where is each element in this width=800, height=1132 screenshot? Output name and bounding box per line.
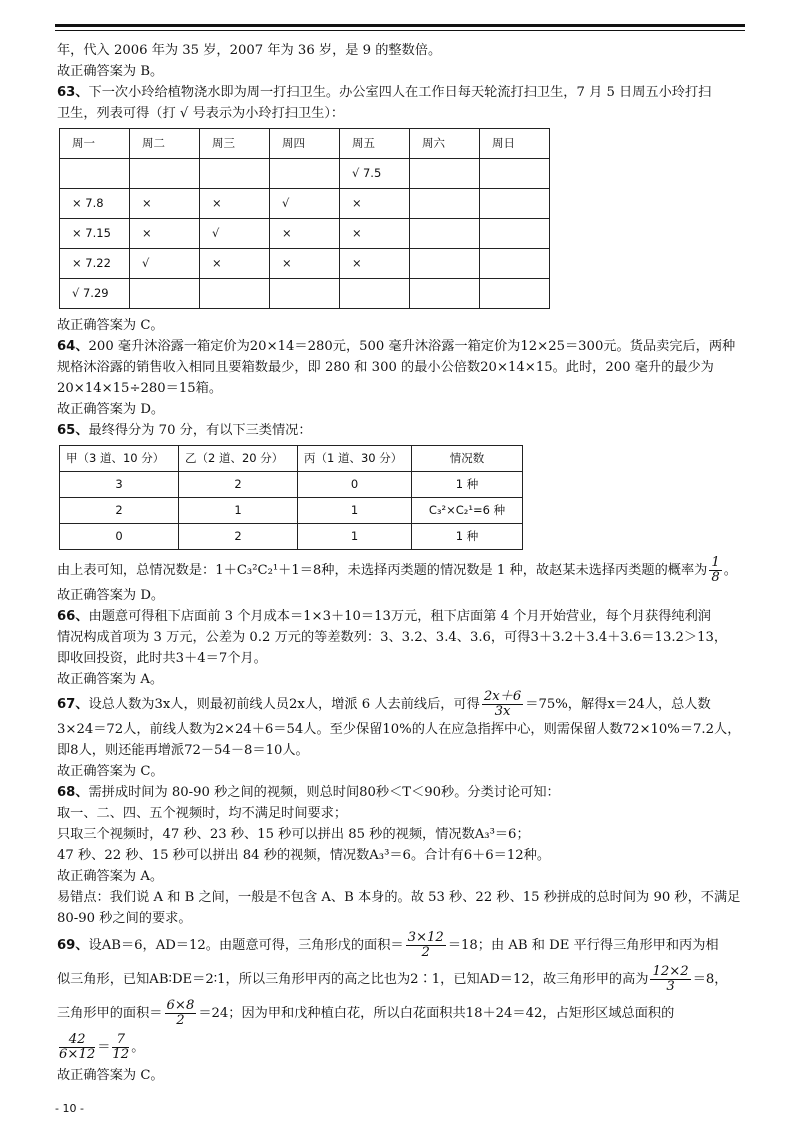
q64-line-2: 规格沐浴露的销售收入相同且要箱数最少，即 280 和 300 的最小公倍数20×14×15。此时，200 毫升的最少为 (57, 360, 714, 375)
q69-fraction-2 (650, 965, 690, 994)
table-header-cell: 甲（3 道、10 分） (60, 446, 179, 472)
table-cell: × (200, 249, 270, 279)
q67-line-3: 即8人，则还能再增派72－54－8＝10人。 (57, 743, 309, 758)
table-cell: × (270, 249, 340, 279)
q69-fraction-5 (112, 1033, 129, 1062)
table-cell: × (340, 249, 410, 279)
fraction-denominator: 8 (711, 570, 720, 585)
q63-text1: 下一次小玲给植物浇水即为周一打扫卫生。办公室四人在工作日每天轮流打扫卫生，7 月 5 日周五小玲打扫 (88, 85, 712, 100)
q69-line1a: 设AB＝6，AD＝12。由题意可得，三角形戊的面积＝ (88, 938, 404, 953)
table-cell: 1 (298, 524, 412, 550)
table-cell (270, 279, 340, 309)
table-row (60, 249, 550, 279)
fraction-denominator: 3 (666, 979, 675, 994)
table-cell: 1 种 (412, 524, 523, 550)
table-cell: × 7.22 (60, 249, 130, 279)
table-header-cell: 丙（1 道、30 分） (298, 446, 412, 472)
q68-line-4: 47 秒、22 秒、15 秒可以拼出 84 秒的视频，情况数A₃³＝6。合计有6＋6＝12种。 (57, 848, 551, 863)
table-cell: √ 7.5 (340, 159, 410, 189)
document-body (57, 40, 747, 1086)
table-cell (410, 249, 480, 279)
table-header-row (60, 446, 523, 472)
q65-line-1 (57, 420, 747, 441)
table-cell (410, 219, 480, 249)
intro-answer: 故正确答案为 B。 (57, 64, 164, 79)
q68-note-1: 易错点：我们说 A 和 B 之间，一般是不包含 A、B 本身的。故 53 秒、22 秒、15 秒拼成的总时间为 90 秒，不满足 (57, 890, 741, 905)
q67-line1a: 设总人数为3x人，则最初前线人员2x人，增派 6 人去前线后，可得 (88, 697, 480, 712)
table-header-cell: 周六 (410, 129, 480, 159)
q69-line-2 (57, 963, 747, 997)
table-header-cell: 周四 (270, 129, 340, 159)
q68-number: 68、 (57, 785, 89, 800)
q67-line1b: ＝75%，解得x＝24人，总人数 (525, 697, 711, 712)
table-cell: √ (270, 189, 340, 219)
table-header-cell: 情况数 (412, 446, 523, 472)
table-cell: 3 (60, 472, 179, 498)
q67-fraction (482, 690, 523, 719)
q66-number: 66、 (57, 609, 89, 624)
table-row (60, 219, 550, 249)
table-cell (480, 249, 550, 279)
q64-answer: 故正确答案为 D。 (57, 402, 165, 417)
table-header-row (60, 129, 550, 159)
table-cell: × 7.8 (60, 189, 130, 219)
table-cell (480, 279, 550, 309)
table-cell (130, 279, 200, 309)
table-cell (410, 159, 480, 189)
q65-conclusion: 由上表可知，总情况数是：1＋C₃²C₂¹＋1＝8种，未选择丙类题的情况数是 1 种，故赵某未选择丙类题的概率为 $\frac{1}{8}$ 。 (57, 555, 737, 585)
q69-answer: 故正确答案为 C。 (57, 1068, 164, 1083)
q65-text: 最终得分为 70 分，有以下三类情况： (88, 423, 312, 438)
table-row (60, 279, 550, 309)
fraction-denominator: 2 (176, 1013, 185, 1028)
fraction-denominator: 6×12 (59, 1047, 96, 1062)
q65-probability-fraction (709, 556, 721, 585)
table-cell (410, 189, 480, 219)
q69-line3a: 三角形甲的面积＝ (57, 1006, 163, 1021)
table-cell (480, 189, 550, 219)
table-cell: 1 (298, 498, 412, 524)
table-row (60, 189, 550, 219)
q66-answer: 故正确答案为 A。 (57, 672, 164, 687)
table-cell: 1 种 (412, 472, 523, 498)
q68-line-2: 取一、二、四、五个视频时，均不满足时间要求； (57, 806, 348, 821)
q63-text-line-1 (57, 82, 747, 103)
q65-cases-table (59, 445, 523, 550)
fraction-numerator: 7 (112, 1033, 129, 1048)
table-cell (270, 159, 340, 189)
table-cell: × (200, 189, 270, 219)
q69-line-1 (57, 929, 747, 963)
table-cell: 0 (298, 472, 412, 498)
table-cell: 1 (179, 498, 298, 524)
fraction-denominator: 3x (494, 704, 511, 719)
table-cell: 2 (179, 524, 298, 550)
table-header-cell: 周五 (340, 129, 410, 159)
q67-line-1 (57, 690, 747, 719)
q66-line1-text: 由题意可得租下店面前 3 个月成本＝1×3＋10＝13万元，租下店面第 4 个月开始营业，每个月获得纯利润 (88, 609, 711, 624)
q69-line4b: ＝ (97, 1040, 111, 1055)
table-cell: √ (130, 249, 200, 279)
q69-line-3 (57, 997, 747, 1031)
fraction-numerator: 2x＋6 (483, 689, 522, 704)
q63-answer: 故正确答案为 C。 (57, 318, 164, 333)
q68-line-3: 只取三个视频时，47 秒、23 秒、15 秒可以拼出 85 秒的视频，情况数A₃³＝6； (57, 827, 530, 842)
q69-line3b: ＝24；因为甲和戊种植白花，所以白花面积共18＋24＝42，占矩形区域总面积的 (198, 1006, 675, 1021)
table-cell (60, 159, 130, 189)
table-row (60, 524, 523, 550)
table-cell: √ 7.29 (60, 279, 130, 309)
fraction-numerator: 42 (59, 1033, 95, 1048)
fraction-numerator: 3×12 (407, 930, 444, 945)
q69-line2b: ＝8， (692, 972, 728, 987)
table-cell (340, 279, 410, 309)
q68-note-2: 80-90 秒之间的要求。 (57, 911, 192, 926)
table-cell (480, 219, 550, 249)
q66-line-3: 即收回投资，此时共3＋4＝7个月。 (57, 651, 267, 666)
table-cell: C₃²×C₂¹=6 种 (412, 498, 523, 524)
table-cell (480, 159, 550, 189)
q69-number: 69、 (57, 938, 89, 953)
q65-answer: 故正确答案为 D。 (57, 588, 165, 603)
q69-line1b: ＝18；由 AB 和 DE 平行得三角形甲和丙为相 (447, 938, 719, 953)
q66-line-1 (57, 606, 747, 627)
q64-number: 64、 (57, 339, 89, 354)
intro-line-1: 年，代入 2006 年为 35 岁，2007 年为 36 岁，是 9 的整数倍。 (57, 43, 442, 58)
table-cell: √ (200, 219, 270, 249)
q68-line1-text: 需拼成时间为 80-90 秒之间的视频，则总时间80秒＜T＜90秒。分类讨论可知： (88, 785, 560, 800)
table-cell (410, 279, 480, 309)
q69-fraction-3 (165, 999, 197, 1028)
table-cell (130, 159, 200, 189)
q67-answer: 故正确答案为 C。 (57, 764, 164, 779)
table-cell (200, 279, 270, 309)
q68-line-1 (57, 782, 747, 803)
q67-line-2: 3×24＝72人，前线人数为2×24＋6＝54人。至少保留10%的人在应急指挥中心，则需保留人数72×10%＝7.2人， (57, 722, 741, 737)
header-rule-thin (55, 30, 745, 31)
table-cell: × (340, 189, 410, 219)
fraction-denominator: 12 (112, 1047, 130, 1062)
table-cell: 0 (60, 524, 179, 550)
q69-fraction-4 (59, 1033, 95, 1062)
q69-line4c: 。 (131, 1040, 145, 1055)
table-cell (200, 159, 270, 189)
q69-line2a: 似三角形，已知AB∶DE＝2∶1，所以三角形甲丙的高之比也为2∶1，已知AD＝12，故三角形甲的高为 (57, 972, 649, 987)
header-rule-thick (55, 24, 745, 27)
q63-text-line-2: 卫生，列表可得（打 √ 号表示为小玲打扫卫生）： (57, 106, 345, 121)
q65-conclusion-text: 由上表可知，总情况数是：1＋C₃²C₂¹＋1＝8种，未选择丙类题的情况数是 1 种，故赵某未选择丙类题的概率为 (57, 563, 708, 578)
table-row (60, 472, 523, 498)
q64-line-3: 20×14×15÷280＝15箱。 (57, 381, 223, 396)
q64-line-1 (57, 336, 747, 357)
table-header-cell: 周日 (480, 129, 550, 159)
fraction-numerator: 12×2 (652, 964, 689, 979)
page-number: - 10 - (55, 1102, 84, 1115)
table-header-cell: 周二 (130, 129, 200, 159)
table-header-cell: 周一 (60, 129, 130, 159)
fraction-numerator: 6×8 (166, 998, 195, 1013)
fraction-numerator: 1 (711, 555, 720, 570)
table-cell: × (340, 219, 410, 249)
table-row (60, 159, 550, 189)
table-header-cell: 乙（2 道、20 分） (179, 446, 298, 472)
table-cell: 2 (179, 472, 298, 498)
table-cell: × (130, 219, 200, 249)
q67-number: 67、 (57, 697, 89, 712)
q63-schedule-table (59, 128, 550, 309)
q66-line-2: 情况构成首项为 3 万元，公差为 0.2 万元的等差数列：3、3.2、3.4、3.6，可得3＋3.2＋3.4＋3.6＝13.2＞13， (57, 630, 728, 645)
table-header-cell: 周三 (200, 129, 270, 159)
q65-number: 65、 (57, 423, 89, 438)
q69-fraction-1 (406, 931, 446, 960)
q63-number: 63、 (57, 85, 89, 100)
table-cell: × (130, 189, 200, 219)
table-cell: × 7.15 (60, 219, 130, 249)
q64-line1-text: 200 毫升沐浴露一箱定价为20×14＝280元，500 毫升沐浴露一箱定价为12×25＝300元。货品卖完后，两种 (88, 339, 736, 354)
table-row (60, 498, 523, 524)
q69-line-4 (57, 1031, 747, 1065)
fraction-denominator: 2 (421, 945, 430, 960)
q68-answer: 故正确答案为 A。 (57, 869, 164, 884)
table-cell: × (270, 219, 340, 249)
table-cell: 2 (60, 498, 179, 524)
